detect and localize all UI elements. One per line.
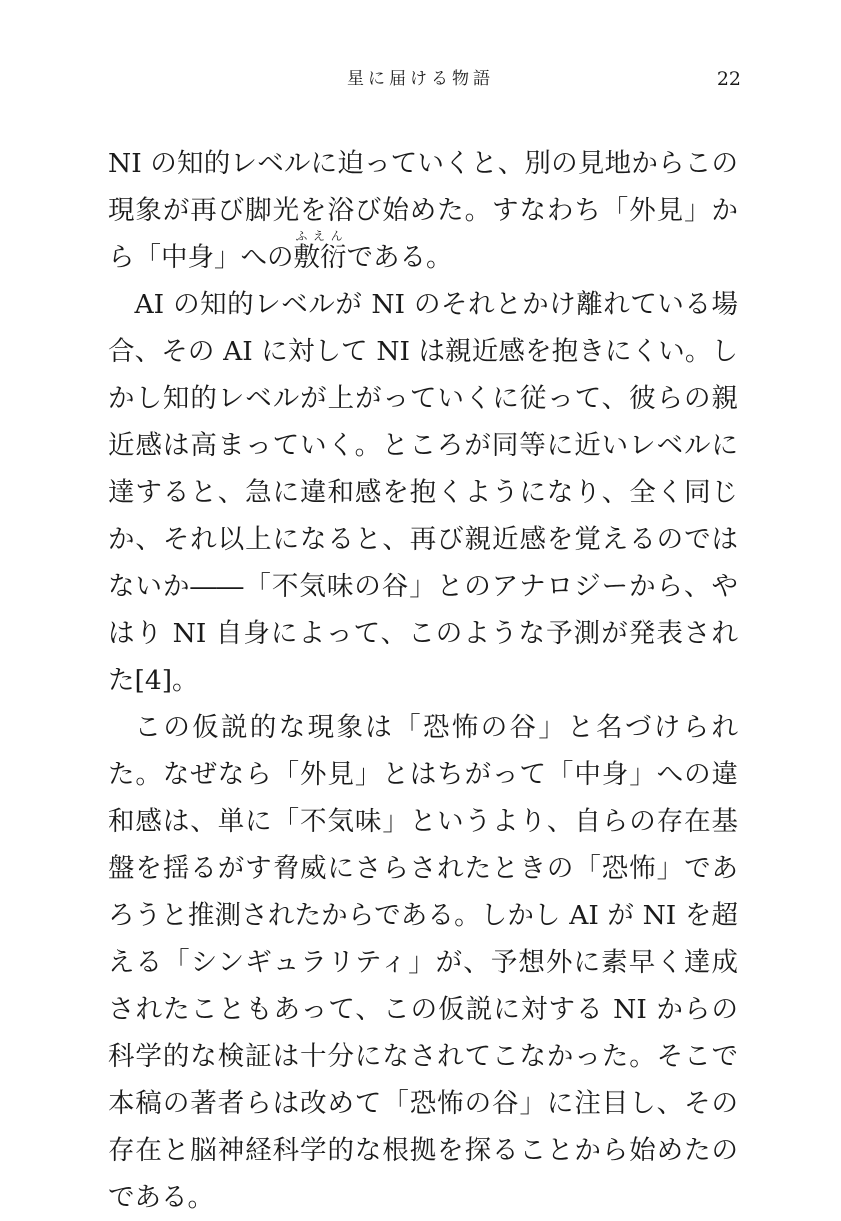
paragraph-1	[108, 140, 738, 281]
running-header	[0, 64, 841, 94]
paragraph-1-text: NI の知的レベルに迫っていくと、別の見地からこの現象が再び脚光を浴び始めた。すなわち「外見」から「中身」への	[108, 148, 738, 273]
body-text	[108, 140, 738, 1221]
ruby-annotation	[293, 229, 347, 273]
page-number: 22	[716, 68, 741, 90]
book-title: 星に届ける物語	[347, 69, 494, 89]
paragraph-1-text-end: である。	[346, 242, 453, 273]
paragraph-2: AI の知的レベルが NI のそれとかけ離れている場合、その AI に対して NI は親近感を抱きにくい。しかし知的レベルが上がっていくに従って、彼らの親近感は高まっていく。ところが同等に近いレベルに達すると、急に違和感を抱くようになり、全く同じか、それ以上になると、再び親近感を覚えるのではないか――「不気味の谷」とのアナロジーから、やはり NI 自身によって、このような予測が発表された[4]。	[108, 289, 738, 696]
paragraph-3: この仮説的な現象は「恐怖の谷」と名づけられた。なぜなら「外見」とはちがって「中身」への違和感は、単に「不気味」というより、自らの存在基盤を揺るがす脅威にさらされたときの「恐怖」であろうと推測されたからである。しかし AI が NI を超える「シンギュラリティ」が、予想外に素早く達成されたこともあって、この仮説に対する NI からの科学的な検証は十分になされてこなかった。そこで本稿の著者らは改めて「恐怖の谷」に注目し、その存在と脳神経科学的な根拠を探ることから始めたのである。	[108, 712, 738, 1213]
ruby-reading: ふえん	[293, 229, 347, 243]
ruby-base: 敷衍	[293, 242, 347, 273]
